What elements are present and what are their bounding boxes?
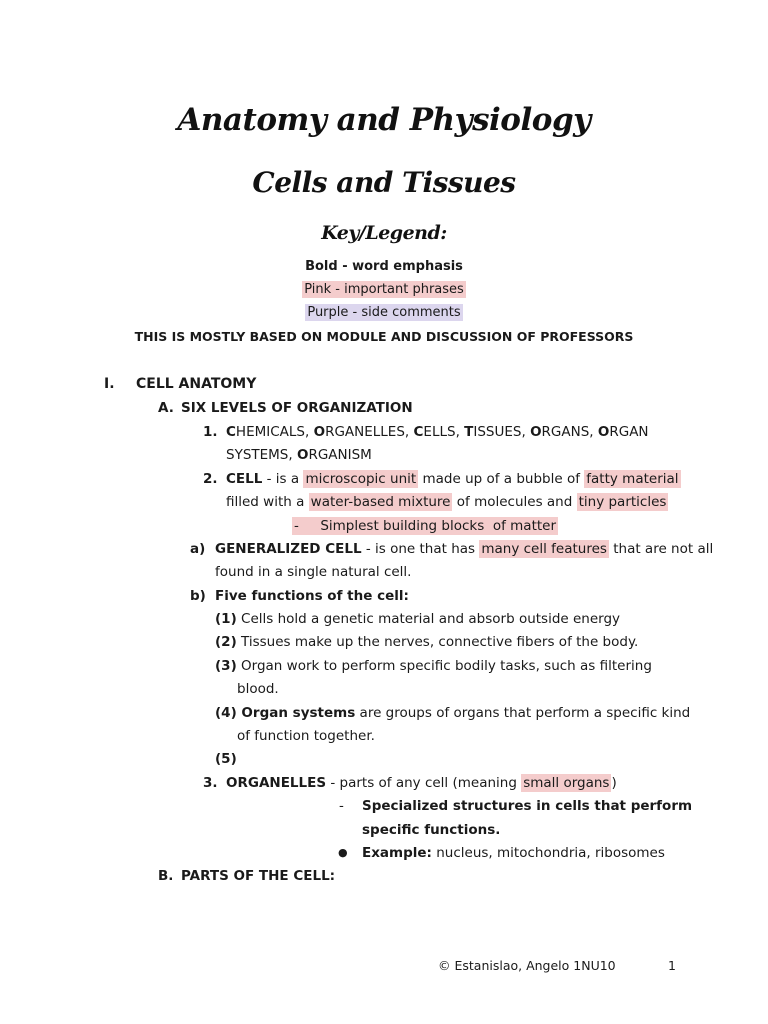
- section-title: CELL ANATOMY: [136, 376, 257, 392]
- legend-pink-row: [0, 282, 768, 297]
- subsection-b-title: PARTS OF THE CELL:: [181, 868, 336, 884]
- organelle-def-line2: specific functions.: [362, 822, 501, 838]
- item2-sub: - Simplest building blocks of matter: [294, 518, 557, 534]
- function-2: (2) Tissues make up the nerves, connective fibers of the body.: [215, 634, 639, 650]
- organelle-def-line1: Specialized structures in cells that perform: [362, 798, 693, 814]
- subtitle: Cells and Tissues: [252, 166, 516, 199]
- function-1: (1) Cells hold a genetic material and absorb outside energy: [215, 611, 621, 627]
- subsection-b-letter: B.: [158, 868, 174, 884]
- footer-author: © Estanislao, Angelo 1NU10: [438, 958, 616, 973]
- page-number: 1: [668, 958, 676, 973]
- item2-line2: filled with a water-based mixture of molecules and tiny particles: [226, 494, 667, 510]
- legend-pink: Pink - important phrases: [304, 282, 464, 297]
- legend-heading: Key/Legend:: [321, 222, 447, 244]
- function-4-line2: of function together.: [237, 728, 375, 744]
- function-4: (4) Organ systems are groups of organs that perform a specific kind: [215, 705, 691, 721]
- legend-purple-row: [0, 305, 768, 320]
- bullet-icon: ●: [338, 846, 348, 859]
- subsection-a-title: SIX LEVELS OF ORGANIZATION: [181, 400, 413, 416]
- item2-line1: CELL - is a microscopic unit made up of a bubble of fatty material: [226, 471, 679, 487]
- subsection-a-letter: A.: [158, 400, 174, 416]
- item1-line1: CHEMICALS, ORGANELLES, CELLS, TISSUES, ORGANS, ORGAN: [226, 424, 649, 440]
- point-a-line2: found in a single natural cell.: [215, 564, 412, 580]
- organelle-dash: -: [339, 798, 344, 814]
- organelle-example: Example: nucleus, mitochondria, ribosomes: [362, 845, 665, 861]
- point-b-title: Five functions of the cell:: [215, 588, 409, 604]
- legend-bold: Bold - word emphasis: [305, 259, 463, 274]
- main-title: Anatomy and Physiology: [177, 102, 591, 138]
- function-3: (3) Organ work to perform specific bodily tasks, such as filtering: [215, 658, 652, 674]
- legend-purple: Purple - side comments: [307, 305, 461, 320]
- point-a-letter: a): [190, 541, 206, 557]
- legend-note: THIS IS MOSTLY BASED ON MODULE AND DISCUSSION OF PROFESSORS: [134, 329, 634, 344]
- function-3-line2: blood.: [237, 681, 279, 697]
- function-5: (5): [215, 751, 237, 767]
- item1-number: 1.: [203, 424, 218, 440]
- point-a-line1: GENERALIZED CELL - is one that has many cell features that are not all: [215, 541, 714, 557]
- item2-sub-row: [292, 516, 558, 536]
- item1-line2: SYSTEMS, ORGANISM: [226, 447, 372, 463]
- item3-line1: ORGANELLES - parts of any cell (meaning small organs ): [226, 775, 617, 791]
- item2-number: 2.: [203, 471, 218, 487]
- section-number: I.: [104, 376, 115, 392]
- point-b-letter: b): [190, 588, 206, 604]
- item3-number: 3.: [203, 775, 218, 791]
